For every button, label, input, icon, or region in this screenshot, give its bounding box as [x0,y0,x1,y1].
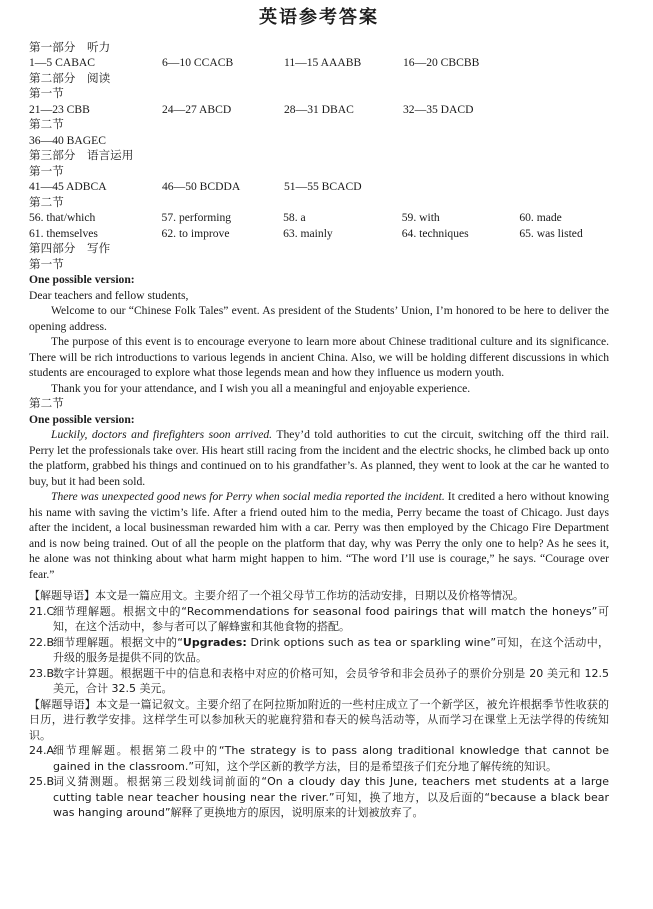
answer-page [29,6,609,821]
answer-item: 56. that/which [29,211,96,224]
part3-section2-row2 [29,226,609,242]
essay-paragraph: Welcome to our “Chinese Folk Tales” event. As president of the Students’ Union, I’m honored to be here to deliver the opening address. [29,304,609,333]
part2-section1-answers [29,102,609,118]
question-number: 24.A [29,744,55,757]
answer-group: 11—15 AAABB [284,56,362,69]
explanations [29,588,609,821]
essay-paragraph: The purpose of this event is to encourage everyone to learn more about Chinese traditional culture and its significance. There will be rich introductions to various legends in ancient China. Also, we will be holding different discussions in which students are encouraged to explore what those legends mean and how they influence us modern youth. [29,335,609,379]
explanation-text: 词义猜测题。根据第三段划线词前面的“On a cloudy day this June, teachers met students at a large cutting table near teacher housing near the river.”可知，换了地方，以及后面的“because a black bear was hanging around”解释了更换地方的原因，说明原来的计划被放弃了。 [53,775,609,819]
answer-item: 61. themselves [29,226,98,240]
section-label: 第二节 [29,118,64,131]
question-number: 23.B [29,666,55,680]
section-label: 第一节 [29,87,64,100]
section-label: 第一节 [29,164,64,178]
answer-group: 28—31 DBAC [284,102,354,116]
answer-group: 21—23 CBB [29,102,90,116]
question-number: 21.C [29,604,55,618]
answer-item: 57. performing [161,211,232,224]
answer-item: 63. mainly [283,226,333,240]
explanation-item [29,743,609,774]
explanation-text: 细节理解题。根据文中的“Recommendations for seasonal food pairings that will match the honeys”可知，在这个活动中，参与者可以了解蜂蜜和其他食物的搭配。 [53,604,609,633]
story-opening-sentence: Luckily, doctors and firefighters soon arrived. [51,428,273,441]
passage-guide: 【解题导语】本文是一篇应用文。主要介绍了一个祖父母节工作坊的活动安排，日期以及价格等情况。 [29,589,524,602]
passage-guide: 【解题导语】本文是一篇记叙文。主要介绍了在阿拉斯加附近的一些村庄成立了一个新学区，被允许根据季节性收获的日历，进行教学安排。这样学生可以参加秋天的驼鹿狩猎和春天的候鸟活动等，从而学习在课堂上无法学得的传统知识。 [29,697,609,742]
answer-group: 46—50 BCDDA [162,180,241,193]
explanation-item [29,604,609,635]
answer-group: 36—40 BAGEC [29,133,106,147]
answer-group: 6—10 CCACB [162,56,234,69]
part1-heading: 第一部分 听力 [29,40,111,54]
explanation-item [29,774,609,821]
answer-item: 65. was listed [519,226,583,240]
question-number: 22.B [29,635,55,649]
answer-group: 41—45 ADBCA [29,180,107,193]
page-title: 英语参考答案 [259,7,379,27]
letter-greeting: Dear teachers and fellow students, [29,288,189,302]
answer-item: 59. with [401,211,440,224]
answer-item: 60. made [519,211,562,224]
answer-group: 51—55 BCACD [284,180,362,193]
explanation-text: 细节理解题。根据第二段中的“The strategy is to pass along traditional knowledge that cannot be gained in the classroom.”可知，这个学区新的教学方法，目的是希望孩子们充分地了解传统的知识。 [53,744,609,773]
part2-heading: 第二部分 阅读 [29,71,111,85]
section-label: 第二节 [29,397,64,410]
explanation-item [29,635,609,666]
answer-group: 1—5 CABAC [29,56,96,69]
part3-section2-row1 [29,210,609,226]
answer-group: 24—27 ABCD [162,102,232,116]
answer-item: 58. a [283,211,306,224]
part1-answers-row [29,55,609,71]
essay-paragraph: Thank you for your attendance, and I wish you all a meaningful and enjoyable experience. [51,381,471,395]
section-label: 第二节 [29,195,64,209]
story-opening-sentence: There was unexpected good news for Perry when social media reported the incident. [51,490,445,503]
answer-item: 62. to improve [161,226,230,240]
explanation-text: 细节理解题。根据文中的“Upgrades: Drink options such as tea or sparkling wine”可知，在这个活动中，升级的服务是提供不同的饮品。 [53,635,609,664]
part3-section1-answers [29,179,609,195]
version-label: One possible version: [29,412,135,426]
story-text: It credited a hero without knowing his name with saving the victim’s life. After a friend outed him to the media, Perry became the toast of Chicago. Just days after the incident, a local businessman rewarded him with a car. Perry was then employed by the Chicago Fire Department and is now being trained. Out of all the people on the platform that day, why was Perry the only one to help? As he sees it, he alone was not thinking about what harm might happen to him. “The word I’ll use is courage,” he says. “Courage over fear.” [29,490,609,581]
story-paragraph [29,489,609,582]
version-label: One possible version: [29,273,135,286]
question-number: 25.B [29,775,55,788]
answer-group: 32—35 DACD [403,102,474,116]
answer-item: 64. techniques [401,226,469,240]
story-text: They’d told authorities to cut the circuit, switching off the third rail. Perry let the professionals take over. His heart still racing from the incident and the electric shocks, he climbed back up onto the platform, grabbed his things and continued on to his grandfather’s. As planned, they went to look at the car he wanted to buy, but it had been sold. [29,428,610,488]
explanation-item [29,666,609,697]
story-paragraph [29,427,609,489]
answer-group: 16—20 CBCBB [403,56,480,69]
part4-heading: 第四部分 写作 [29,242,111,255]
part3-heading: 第三部分 语言运用 [29,149,134,162]
explanation-text: 数字计算题。根据题干中的信息和表格中对应的价格可知，会员爷爷和非会员孙子的票价分别是 20 美元和 12.5 美元，合计 32.5 美元。 [53,666,609,695]
section-label: 第一节 [29,257,64,271]
part2-section2-answers [29,133,609,149]
